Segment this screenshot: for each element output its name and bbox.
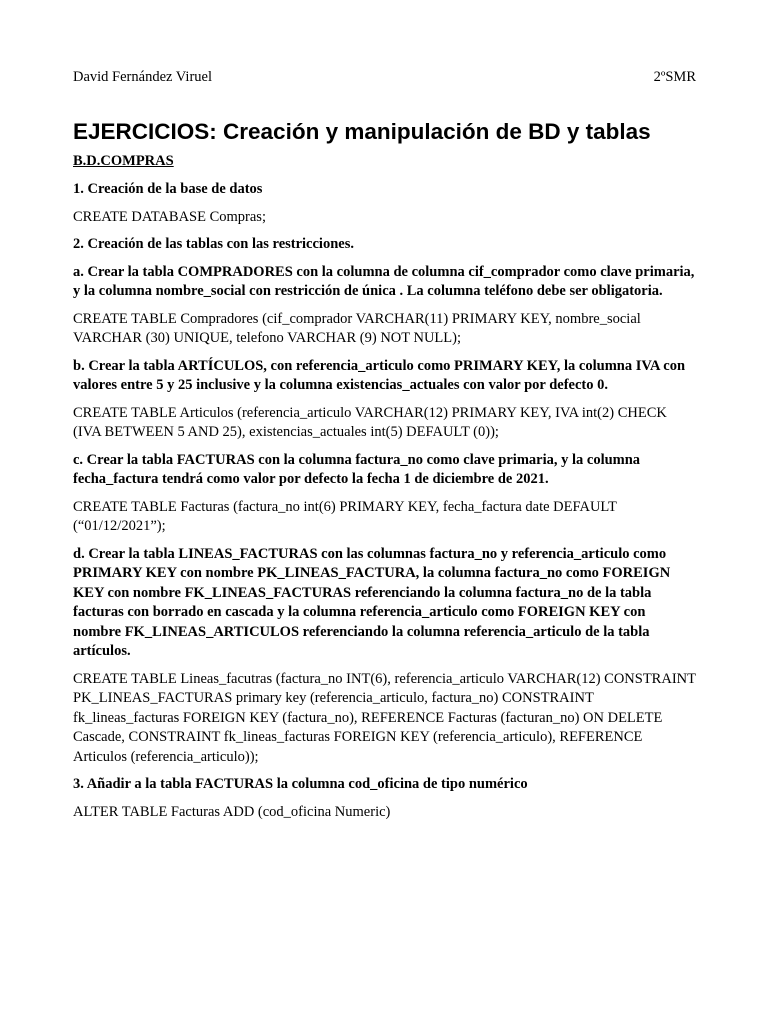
exercise-question: b. Crear la tabla ARTÍCULOS, con referencia_articulo como PRIMARY KEY, la columna IVA con valores entre 5 y 25 inclusive y la columna existencias_actuales con valor por defecto 0. xyxy=(73,357,686,393)
course-label: 2ºSMR xyxy=(653,69,696,85)
exercise-heading: 3. Añadir a la tabla FACTURAS la columna cod_oficina de tipo numérico xyxy=(73,776,528,792)
sql-statement: ALTER TABLE Facturas ADD (cod_oficina Numeric) xyxy=(73,803,391,820)
sql-statement: CREATE TABLE Lineas_facutras (factura_no INT(6), referencia_articulo VARCHAR(12) CONSTRAINT PK_LINEAS_FACTURAS primary key (referencia_articulo, factura_no) CONSTRAINT fk_lineas_facturas FOREIGN KEY (factura_no), REFERENCE Facturas (facturan_no) ON DELETE Cascade, CONSTRAINT fk_lineas_facturas FOREIGN KEY (referencia_articulo), REFERENCE Articulos (referencia_articulo)); xyxy=(73,670,696,765)
exercise-question: c. Crear la tabla FACTURAS con la columna factura_no como clave primaria, y la columna fecha_factura tendrá como valor por defecto la fecha 1 de diciembre de 2021. xyxy=(73,451,641,487)
sql-statement: CREATE TABLE Articulos (referencia_articulo VARCHAR(12) PRIMARY KEY, IVA int(2) CHECK (IVA BETWEEN 5 AND 25), existencias_actuales int(5) DEFAULT (0)); xyxy=(73,404,667,440)
section-subtitle: B.D.COMPRAS xyxy=(73,153,174,169)
author-name: David Fernández Viruel xyxy=(73,69,212,85)
page-header xyxy=(73,67,696,87)
sql-statement: CREATE TABLE Compradores (cif_comprador VARCHAR(11) PRIMARY KEY, nombre_social VARCHAR (30) UNIQUE, telefono VARCHAR (9) NOT NULL); xyxy=(73,310,641,346)
sql-statement: CREATE TABLE Facturas (factura_no int(6) PRIMARY KEY, fecha_factura date DEFAULT (“01/12/2021”); xyxy=(73,498,617,534)
exercise-question: a. Crear la tabla COMPRADORES con la columna de columna cif_comprador como clave primaria, y la columna nombre_social con restricción de única . La columna teléfono debe ser obligatoria. xyxy=(73,263,695,299)
sql-statement: CREATE DATABASE Compras; xyxy=(73,208,266,225)
document-page xyxy=(73,67,696,830)
exercise-question: d. Crear la tabla LINEAS_FACTURAS con las columnas factura_no y referencia_articulo como PRIMARY KEY con nombre PK_LINEAS_FACTURA, la columna factura_no como FOREIGN KEY con nombre FK_LINEAS_FACTURAS referenciando la columna factura_no de la tabla facturas con borrado en cascada y la columna referencia_articulo como FOREIGN KEY con nombre FK_LINEAS_ARTICULOS referenciando la columna referencia_articulo de la tabla artículos. xyxy=(73,545,671,659)
exercise-heading: 2. Creación de las tablas con las restricciones. xyxy=(73,236,354,252)
exercise-heading: 1. Creación de la base de datos xyxy=(73,181,263,197)
page-title: EJERCICIOS: Creación y manipulación de BD y tablas xyxy=(73,119,651,144)
